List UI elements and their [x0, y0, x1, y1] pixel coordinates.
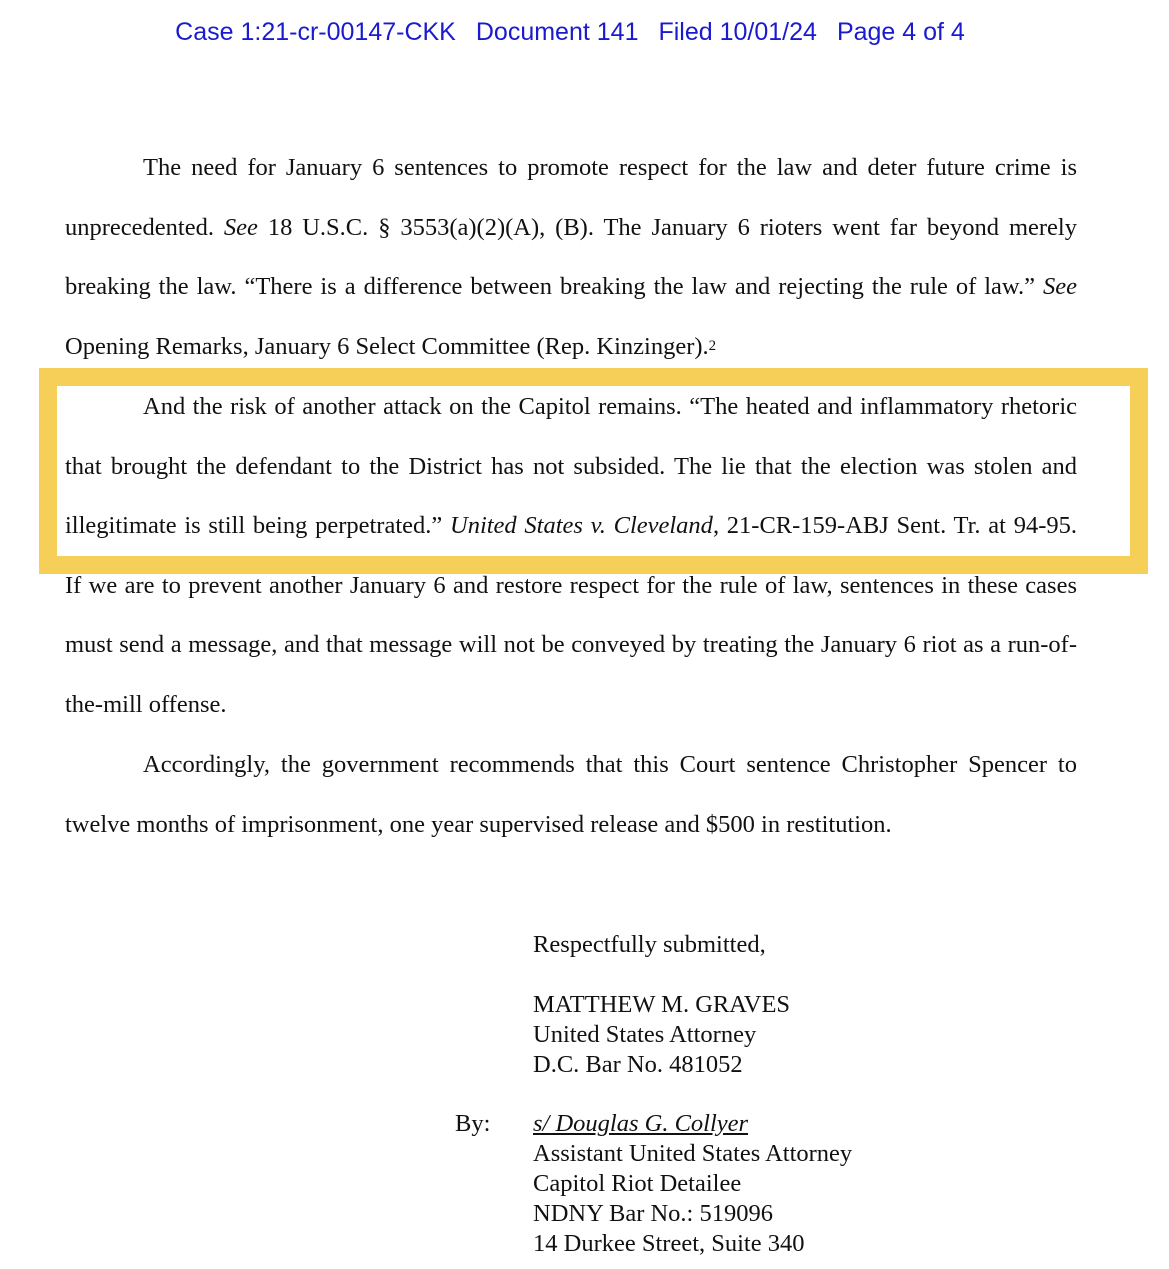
case-citation: United States v. Cleveland: [450, 512, 713, 539]
case-number: Case 1:21-cr-00147-CKK: [175, 18, 456, 46]
paragraph-risk: [65, 377, 1077, 734]
document-header: [0, 18, 1140, 47]
paragraph-deterrence: [65, 138, 1077, 376]
document-number: Document 141: [475, 18, 639, 46]
signer-title: Assistant United States Attorney: [533, 1140, 853, 1167]
paragraph2-text-b: , 21-CR-159-ABJ Sent. Tr. at 94-95. If we are to prevent another January 6 and restore respect for the rule of law, sentences in these cases must send a message, and that message will not be conveyed by treating the January 6 riot as a run-of-the-mill offense.: [65, 512, 1077, 718]
closing-line: Respectfully submitted,: [533, 931, 766, 958]
page-indicator: Page 4 of 4: [836, 18, 965, 46]
signer-role: Capitol Riot Detailee: [533, 1170, 742, 1197]
citation-signal-see: See: [223, 213, 258, 241]
citation-signal-see: See: [1043, 273, 1077, 300]
signer-name: s/ Douglas G. Collyer: [533, 1110, 749, 1137]
attorney-title: United States Attorney: [533, 1021, 757, 1048]
attorney-bar-number: D.C. Bar No. 481052: [533, 1051, 743, 1078]
signer-block: [533, 1109, 852, 1259]
signer-bar-number: NDNY Bar No.: 519096: [533, 1200, 773, 1227]
filed-date: Filed 10/01/24: [658, 18, 817, 46]
paragraph2-text-a: And the risk of another attack on the Capitol remains. “The heated and inflammatory rhetoric that brought the defendant to the District has not subsided. The lie that the election was stolen and illegitimate is still being perpetrated.”: [65, 393, 1077, 539]
signer-address: 14 Durkee Street, Suite 340: [533, 1230, 805, 1257]
paragraph1-text-a: The need for January 6 sentences to promote respect for the law and deter future crime is unprecedented.: [65, 154, 1077, 241]
paragraph1-text-c: Opening Remarks, January 6 Select Committee (Rep. Kinzinger).: [65, 332, 709, 360]
electronic-signature: [533, 1109, 852, 1139]
paragraph-recommendation: Accordingly, the government recommends that this Court sentence Christopher Spencer to twelve months of imprisonment, one year supervised release and $500 in restitution.: [65, 751, 1077, 838]
paragraph1-text-b: 18 U.S.C. § 3553(a)(2)(A), (B). The January 6 rioters went far beyond merely breaking the law. “There is a difference between breaking the law and rejecting the rule of law.”: [65, 213, 1077, 300]
attorney-block: [533, 990, 790, 1080]
attorney-name: MATTHEW M. GRAVES: [533, 991, 791, 1018]
footnote-reference[interactable]: 2: [708, 337, 717, 354]
by-label: By:: [455, 1110, 491, 1137]
